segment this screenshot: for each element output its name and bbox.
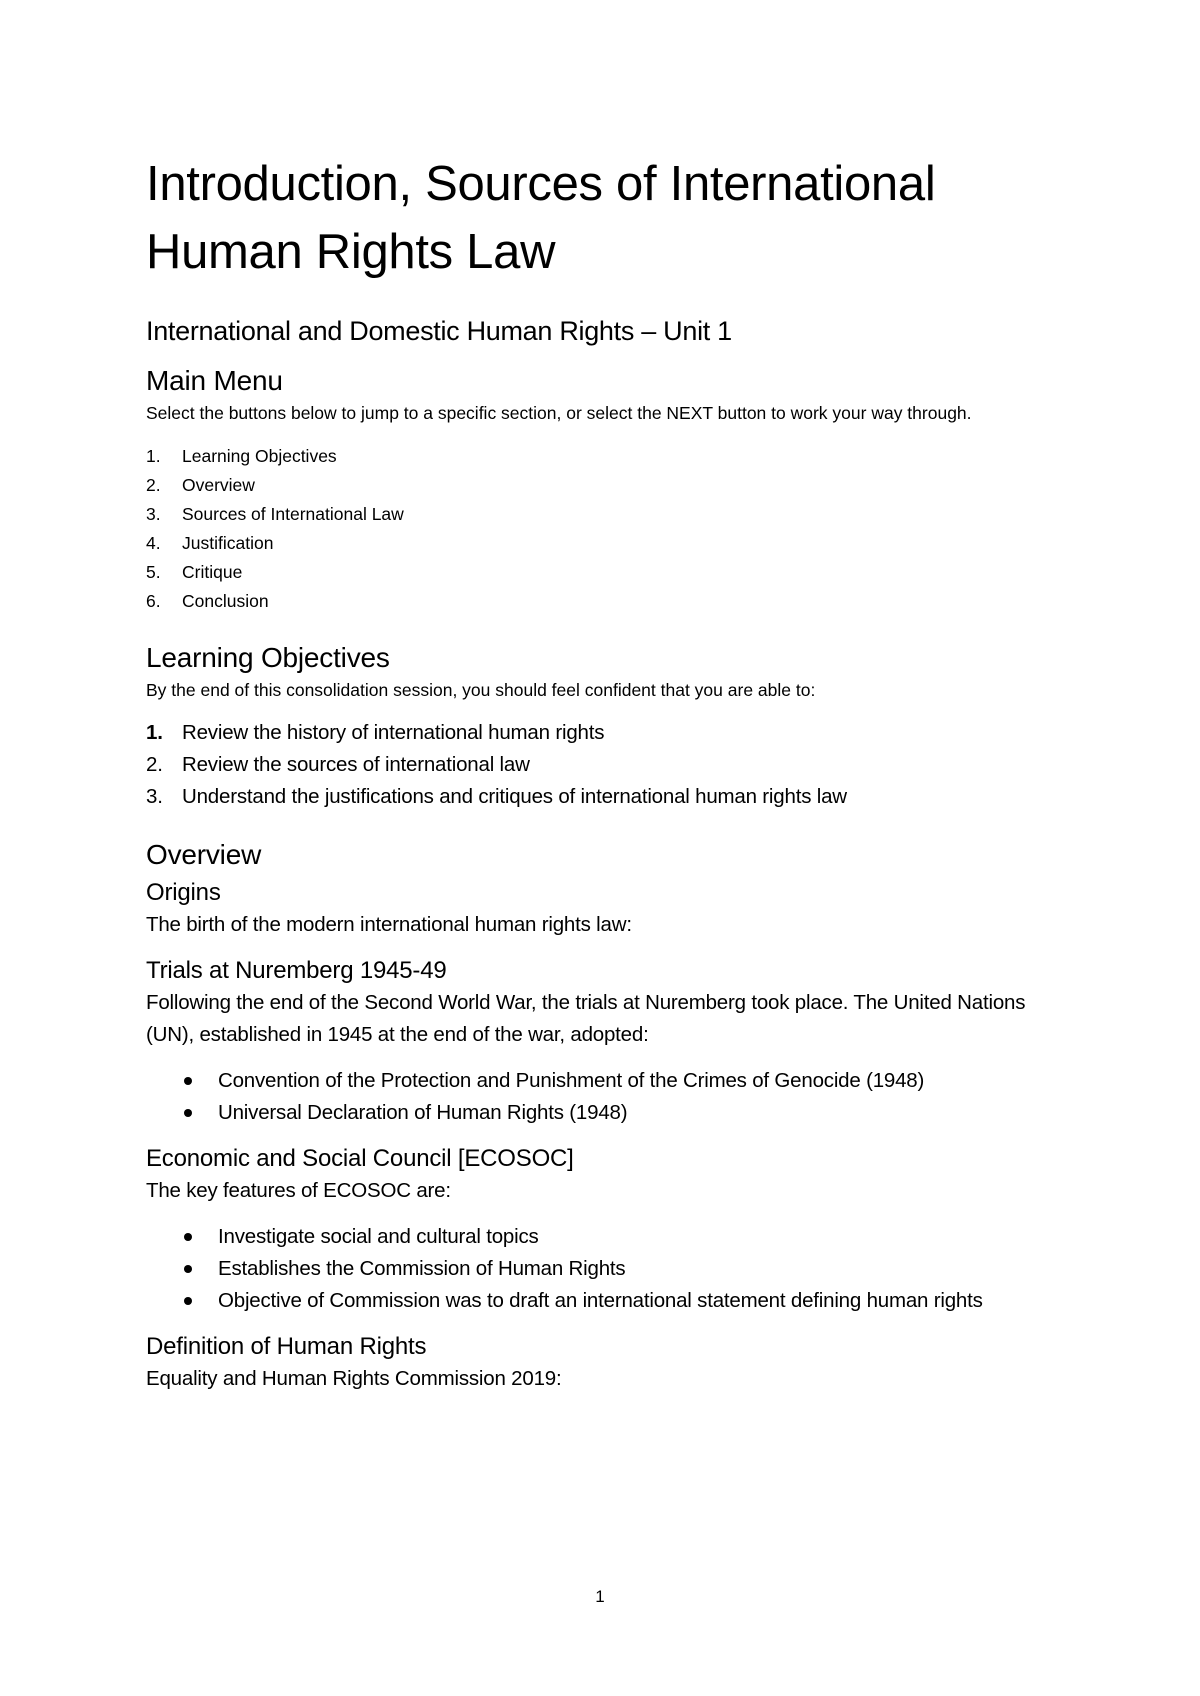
document-subtitle: International and Domestic Human Rights – Unit 1 [146, 316, 732, 346]
main-menu-item-learning-objectives[interactable]: 1. Learning Objectives [146, 446, 337, 466]
nuremberg-text: Following the end of the Second World War, the trials at Nuremberg took place. The United Nations (UN), established in 1945 at the end of the war, adopted: [146, 991, 1026, 1046]
objective-item: 2. Review the sources of international law [146, 753, 530, 776]
nuremberg-heading: Trials at Nuremberg 1945-49 [146, 957, 447, 984]
learning-objectives-heading: Learning Objectives [146, 642, 390, 673]
main-menu-intro: Select the buttons below to jump to a specific section, or select the NEXT button to work your way through. [146, 403, 972, 423]
ecosoc-heading: Economic and Social Council [ECOSOC] [146, 1145, 574, 1172]
main-menu-item-conclusion[interactable]: 6. Conclusion [146, 591, 269, 611]
overview-heading: Overview [146, 839, 262, 870]
main-menu-item-sources[interactable]: 3. Sources of International Law [146, 504, 404, 524]
main-menu-list [146, 442, 1076, 616]
main-menu-item-overview[interactable]: 2. Overview [146, 475, 255, 495]
objective-item: 1. Review the history of international human rights [146, 721, 605, 744]
main-menu-item-critique[interactable]: 5. Critique [146, 562, 243, 582]
document-title: Introduction, Sources of International Human Rights Law [146, 157, 936, 279]
definition-text: Equality and Human Rights Commission 2019: [146, 1367, 562, 1390]
definition-heading: Definition of Human Rights [146, 1333, 427, 1360]
nuremberg-list [146, 1065, 1076, 1129]
page-content [146, 150, 1076, 1395]
bullet-icon [184, 1109, 192, 1117]
objective-item: 3. Understand the justifications and critiques of international human rights law [146, 785, 847, 808]
ecosoc-text: The key features of ECOSOC are: [146, 1179, 451, 1202]
learning-objectives-list [146, 717, 1076, 813]
origins-text: The birth of the modern international human rights law: [146, 913, 632, 936]
bullet-icon [184, 1077, 192, 1085]
bullet-icon [184, 1297, 192, 1305]
main-menu-item-justification[interactable]: 4. Justification [146, 533, 274, 553]
main-menu-heading: Main Menu [146, 365, 283, 396]
page-number: 1 [595, 1587, 605, 1606]
list-item: Universal Declaration of Human Rights (1948) [146, 1097, 1076, 1129]
learning-objectives-intro: By the end of this consolidation session, you should feel confident that you are able to: [146, 680, 816, 700]
list-item: Establishes the Commission of Human Rights [146, 1253, 1076, 1285]
bullet-icon [184, 1233, 192, 1241]
list-item: Convention of the Protection and Punishment of the Crimes of Genocide (1948) [146, 1065, 1076, 1097]
bullet-icon [184, 1265, 192, 1273]
list-item: Investigate social and cultural topics [146, 1221, 1076, 1253]
list-item: Objective of Commission was to draft an international statement defining human rights [146, 1285, 1076, 1317]
origins-heading: Origins [146, 879, 221, 906]
ecosoc-list [146, 1221, 1076, 1317]
